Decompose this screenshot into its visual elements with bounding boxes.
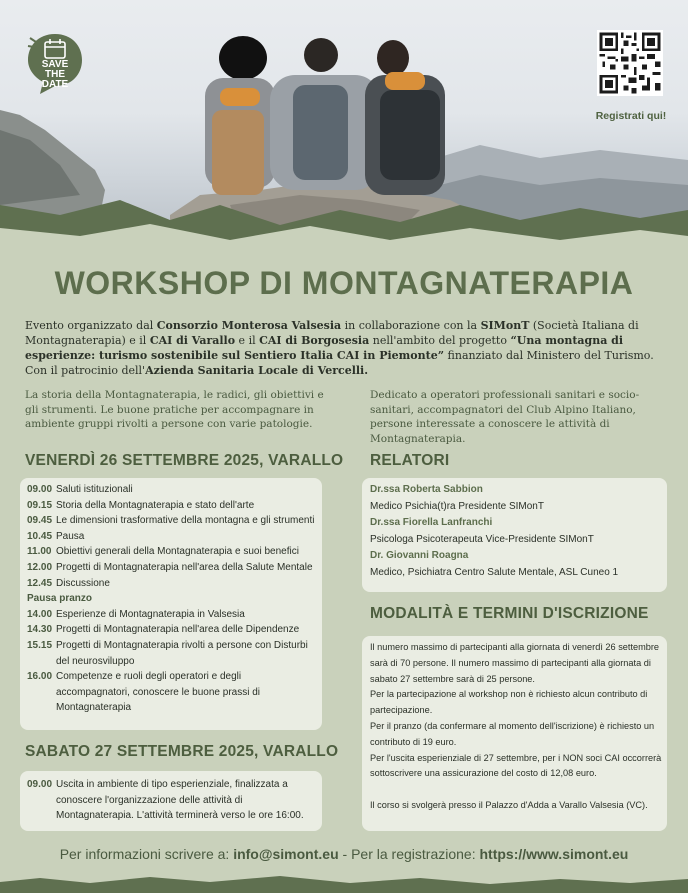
program-row <box>27 529 317 545</box>
program-row <box>27 669 317 716</box>
program-row <box>27 498 317 514</box>
day2-text: Uscita in ambiente di tipo esperienziale, finalizzata a conoscere l'organizzazione delle attività di Montagnaterapia. L'attività terminerà verso le ore 16:00. <box>56 779 304 821</box>
speaker-role: Medico Psichia(t)ra Presidente SIMonT <box>370 500 544 512</box>
program-time: 16.00 <box>27 671 53 683</box>
footer-contact: Per informazioni scrivere a: info@simont.eu - Per la registrazione: https://www.simont.eu <box>59 846 629 862</box>
terms-line: Il corso si svolgerà presso il Palazzo d'Adda a Varallo Valsesia (VC). <box>370 799 648 810</box>
terms-line: Per l'uscita esperienziale di 27 settembre, per i NON soci CAI occorrerà <box>370 752 662 763</box>
terms-line: Per il pranzo (da confermare al momento dell'iscrizione) è richiesto un <box>370 720 655 731</box>
intro-text: Evento organizzato dal Consorzio Monterosa Valsesia in collaborazione con la SIMonT (Società Italiana di Montagnaterapia) e il CAI di Varallo e il CAI di Borgosesia nell'ambito del progetto “Una montagna di esperienze: turismo sostenibile sul Sentiero Italia CAI in Piemonte” finanziato dal Ministero del Turismo. Con il patrocinio dell'Azienda Sanitaria Locale di Vercelli. <box>25 319 654 377</box>
program-time: 11.00 <box>27 546 52 558</box>
day2-heading: SABATO 27 SETTEMBRE 2025, VARALLO <box>25 743 339 760</box>
program-text: Pausa pranzo <box>27 593 93 605</box>
program-time: 09.15 <box>27 499 53 511</box>
speaker-name: Dr. Giovanni Roagna <box>370 550 469 561</box>
register-here-label: Registrati qui! <box>595 110 667 122</box>
program-time: 15.15 <box>27 639 53 651</box>
terms-line: Il numero massimo di partecipanti alla giornata di venerdì 26 settembre <box>370 642 660 652</box>
terms-line: sottoscrivere una assicurazione del costo di 12,08 euro. <box>370 768 597 779</box>
program-row <box>27 622 317 638</box>
program-row <box>27 576 317 592</box>
hero-photo <box>0 0 688 250</box>
qr-code[interactable] <box>597 30 663 96</box>
program-text: Esperienze di Montagnaterapia in Valsesia <box>56 608 245 620</box>
page-title: WORKSHOP DI MONTAGNATERAPIA <box>54 265 634 301</box>
program-row <box>27 560 317 576</box>
terms-line: Per la partecipazione al workshop non è richiesto alcun contributo di <box>370 689 648 700</box>
bottom-mountain-band <box>0 874 688 893</box>
program-row <box>27 591 317 607</box>
day2-program <box>27 777 312 824</box>
workshop-description: La storia della Montagnaterapia, le radici, gli obiettivi e gli strumenti. Le buone pratiche per accompagnare in ambiente gruppi rivolti a persone con varie patologie. <box>25 389 324 430</box>
speakers-list <box>370 482 662 581</box>
program-time: 14.00 <box>27 608 53 620</box>
program-text: Obiettivi generali della Montagnaterapia e suoi benefici <box>56 546 299 558</box>
program-text: Progetti di Montagnaterapia nell'area delle Dipendenze <box>56 624 300 636</box>
program-text: Discussione <box>56 577 110 589</box>
program-time: 09.45 <box>27 515 53 527</box>
day2-time: 09.00 <box>27 779 53 790</box>
day1-heading: VENERDÌ 26 SETTEMBRE 2025, VARALLO <box>25 452 344 469</box>
registration-terms-text <box>370 640 662 814</box>
program-text: Pausa <box>56 530 85 542</box>
speaker-role: Medico, Psichiatra Centro Salute Mentale, ASL Cuneo 1 <box>370 566 619 578</box>
registration-label: Per la registrazione: <box>351 846 480 862</box>
program-text: Le dimensioni trasformative della montagna e gli strumenti <box>56 515 315 527</box>
program-text: Competenze e ruoli degli operatori e degli accompagnatori, conoscere le buone prassi di Montagnaterapia <box>56 671 261 714</box>
program-text: Saluti istituzionali <box>56 484 133 495</box>
terms-line: sarà di 70 persone. Il numero massimo di partecipanti alla giornata di <box>370 657 651 668</box>
registration-terms-heading: MODALITÀ E TERMINI D'ISCRIZIONE <box>370 605 649 622</box>
registration-url-link[interactable]: https://www.simont.eu <box>479 846 629 862</box>
info-label: Per informazioni scrivere a: <box>59 846 234 862</box>
program-row <box>27 482 317 498</box>
program-row <box>27 638 317 669</box>
speakers-heading: RELATORI <box>370 452 450 469</box>
speaker-name: Dr.ssa Fiorella Lanfranchi <box>370 517 493 528</box>
program-time: 12.45 <box>27 577 53 589</box>
terms-line <box>370 782 662 798</box>
audience-description: Dedicato a operatori professionali sanitari e socio-sanitari, accompagnatori del Club Alpino Italiano, persone interessate a conoscere le attività di Montagnaterapia. <box>370 389 640 445</box>
mountain-scene <box>0 0 688 250</box>
program-time: 10.45 <box>27 530 53 542</box>
save-the-date-text: SAVE THE DATE <box>41 59 69 90</box>
program-time: 09.00 <box>27 484 53 495</box>
day1-program-list <box>27 482 317 716</box>
program-time: 12.00 <box>27 561 53 573</box>
speaker-role: Psicologa Psicoterapeuta Vice-Presidente SIMonT <box>370 533 594 545</box>
program-row <box>27 544 317 560</box>
program-time: 14.30 <box>27 624 53 636</box>
program-row <box>27 607 317 623</box>
speaker-name: Dr.ssa Roberta Sabbion <box>370 484 483 495</box>
program-row <box>27 513 317 529</box>
terms-line: partecipazione. <box>370 705 433 716</box>
contact-email-link[interactable]: info@simont.eu <box>233 846 339 862</box>
terms-line: sabato 27 settembre sarà di 25 persone. <box>370 673 535 684</box>
program-text: Progetti di Montagnaterapia nell'area della Salute Mentale <box>56 561 313 573</box>
program-text: Storia della Montagnaterapia e stato dell'arte <box>56 499 255 511</box>
program-text: Progetti di Montagnaterapia rivolti a persone con Disturbi del neurosviluppo <box>56 639 308 667</box>
terms-line: contributo di 19 euro. <box>370 736 457 747</box>
